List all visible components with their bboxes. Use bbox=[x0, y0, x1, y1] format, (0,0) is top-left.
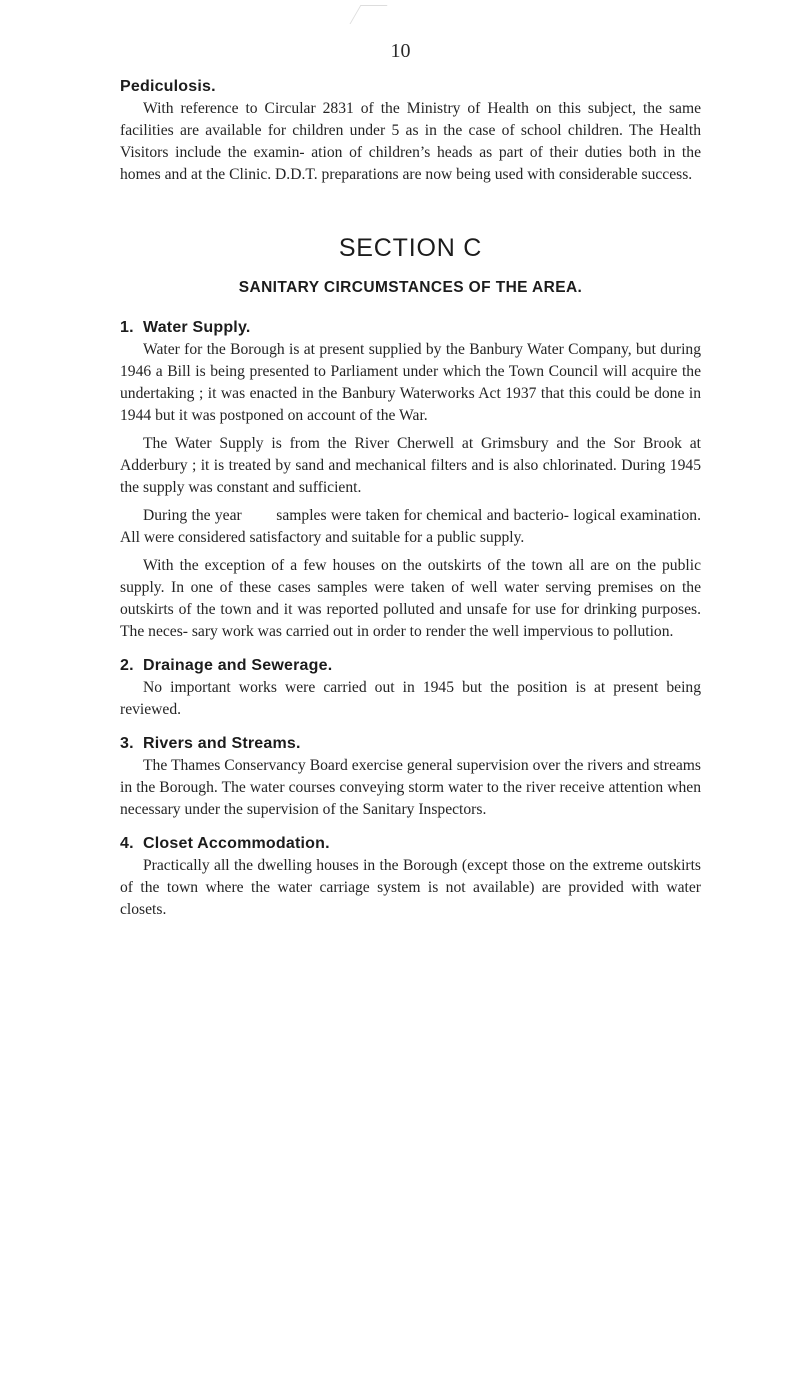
water-supply-paragraph-3: During the year samples were taken for chemical and bacterio- logical examination. All were considered satisfactory and suitable for a public supply. bbox=[120, 507, 705, 546]
item-rivers-streams bbox=[120, 735, 701, 821]
item-number: 4. bbox=[120, 835, 134, 852]
item-heading-text: Drainage and Sewerage. bbox=[143, 657, 333, 674]
item-number: 3. bbox=[120, 735, 134, 752]
page-number: 10 bbox=[390, 40, 411, 62]
water-supply-paragraph-2: The Water Supply is from the River Cherwell at Grimsbury and the Sor Brook at Adderbury ; it is treated by sand and mechanical filters and is also chlorinated. During 1945 the supply was constant and sufficient. bbox=[120, 435, 701, 496]
closet-paragraph: Practically all the dwelling houses in the Borough (except those on the extreme outskirts of the town where the water carriage system is not available) are provided with water closets. bbox=[120, 857, 701, 918]
item-heading-text: Rivers and Streams. bbox=[143, 735, 301, 752]
section-title: SECTION C bbox=[338, 234, 483, 262]
item-heading-text: Closet Accommodation. bbox=[143, 835, 330, 852]
page-crease-mark bbox=[350, 5, 388, 24]
pediculosis-heading: Pediculosis. bbox=[120, 78, 216, 95]
item-heading-text: Water Supply. bbox=[143, 319, 251, 336]
pediculosis-paragraph: With reference to Circular 2831 of the Ministry of Health on this subject, the same facilities are available for children under 5 as in the case of school children. The Health Visitors include the examin- ation of children’s heads as part of their duties both in the homes and at the Clinic. D.D.T. preparations are now being used with considerable success. bbox=[120, 100, 701, 183]
item-closet-accommodation bbox=[120, 835, 701, 921]
item-drainage-sewerage bbox=[120, 657, 701, 721]
pediculosis-block bbox=[120, 78, 701, 186]
item-water-supply bbox=[120, 319, 705, 643]
water-supply-paragraph-1: Water for the Borough is at present supplied by the Banbury Water Company, but during 1946 a Bill is being presented to Parliament under which the Town Council will acquire the undertaking ; it was enacted in the Banbury Waterworks Act 1937 that this could be done in 1944 but it was postponed on account of the War. bbox=[120, 341, 701, 424]
item-heading bbox=[120, 735, 701, 753]
item-number: 2. bbox=[120, 657, 134, 674]
item-heading bbox=[120, 319, 701, 337]
item-heading bbox=[120, 657, 701, 675]
water-supply-paragraph-4: With the exception of a few houses on the outskirts of the town all are on the public supply. In one of these cases samples were taken of well water serving premises on the outskirts of the town and it was reported polluted and unsafe for use for drinking purposes. The neces- sary work was carried out in order to render the well impervious to pollution. bbox=[120, 557, 701, 640]
item-heading bbox=[120, 835, 701, 853]
drainage-paragraph: No important works were carried out in 1945 but the position is at present being reviewed. bbox=[120, 679, 701, 718]
rivers-paragraph: The Thames Conservancy Board exercise general supervision over the rivers and streams in the Borough. The water courses conveying storm water to the river receive attention when necessary under the supervision of the Sanitary Inspectors. bbox=[120, 757, 701, 818]
page-content bbox=[120, 78, 705, 935]
section-subtitle: SANITARY CIRCUMSTANCES OF THE AREA. bbox=[238, 279, 583, 296]
item-number: 1. bbox=[120, 319, 134, 336]
